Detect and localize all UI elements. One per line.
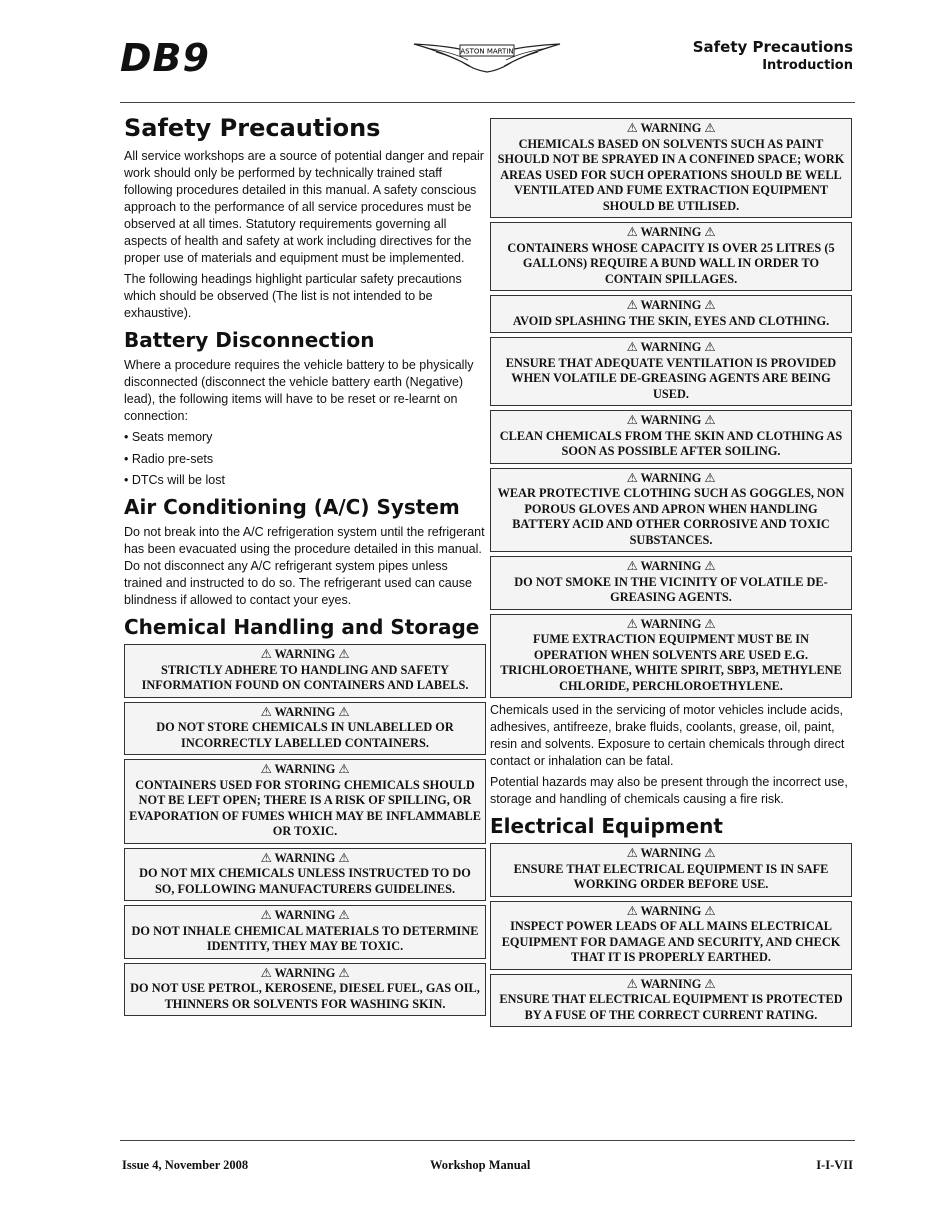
header-section-title: Safety Precautions (692, 38, 853, 56)
warning-icon: ⚠ (704, 121, 716, 135)
ac-paragraph: Do not break into the A/C refrigeration system until the refrigerant has been evacuated using the procedure detailed in this manual. Do not disconnect any A/C refrigerant system pipes unless trained and instructed to do so. The refrigerant used can cause blindness if allowed to contact your eyes. (124, 525, 485, 607)
warning-icon: ⚠ (260, 908, 272, 922)
warning-icon: ⚠ (260, 647, 272, 661)
warning-icon: ⚠ (626, 470, 638, 485)
warning-box: ⚠ WARNING ⚠ AVOID SPLASHING THE SKIN, EYES AND CLOTHING. (490, 295, 852, 333)
warning-text: DO NOT SMOKE IN THE VICINITY OF VOLATILE DE-GREASING AGENTS. (514, 574, 828, 604)
intro-paragraph-2: The following headings highlight particular safety precautions which should be observed (The list is not intended to be exhaustive). (124, 272, 462, 320)
intro-paragraph-1: All service workshops are a source of potential danger and repair work should only be performed by technically trained staff following procedures detailed in this manual. A safety conscious approach to the performance of all service procedures must be observed at all times. Statutory requirements governing all aspects of health and safety at work including directives for the proper use of materials and equipment must be implemented. (124, 149, 484, 265)
warning-box: ⚠ WARNING ⚠ ENSURE THAT ADEQUATE VENTILATION IS PROVIDED WHEN VOLATILE DE-GREASING AGENTS ARE BEING USED. (490, 337, 852, 406)
warning-icon: ⚠ (260, 850, 272, 865)
aston-martin-wings-logo (412, 38, 562, 78)
warning-icon: ⚠ (626, 298, 638, 312)
warning-text: STRICTLY ADHERE TO HANDLING AND SAFETY INFORMATION FOUND ON CONTAINERS AND LABELS. (141, 662, 469, 692)
list-item: • Seats memory (124, 430, 213, 444)
list-item: • Radio pre-sets (124, 451, 214, 466)
warning-text: ENSURE THAT ADEQUATE VENTILATION IS PROVIDED WHEN VOLATILE DE-GREASING AGENTS ARE BEING USED. (505, 355, 837, 401)
footer-rule (120, 1140, 855, 1141)
chemicals-paragraph-1: Chemicals used in the servicing of motor vehicles include acids, adhesives, antifreeze, brake fluids, coolants, grease, oil, paint, resin and solvents. Exposure to certain chemicals through direct contact or inhalation can be fatal. (490, 703, 845, 768)
warning-text: ENSURE THAT ELECTRICAL EQUIPMENT IS PROTECTED BY A FUSE OF THE CORRECT CURRENT RATING. (499, 992, 843, 1022)
brand-badge-text: ASTON MARTIN (460, 47, 514, 56)
battery-paragraph: Where a procedure requires the vehicle battery to be physically disconnected (disconnect the vehicle battery earth (Negative) lead), the following items will have to be reset or re-learnt on connection: (124, 358, 474, 423)
warning-box: ⚠ WARNING ⚠ DO NOT INHALE CHEMICAL MATERIALS TO DETERMINE IDENTITY, THEY MAY BE TOXIC. (124, 905, 486, 959)
warning-icon: ⚠ (704, 559, 716, 573)
warning-box: ⚠ WARNING ⚠ CONTAINERS USED FOR STORING CHEMICALS SHOULD NOT BE LEFT OPEN; THERE IS A RISK OF SPILLING, OR EVAPORATION OF FUMES WHICH MAY BE INFLAMMABLE OR TOXIC. (124, 759, 486, 844)
warning-text: CLEAN CHEMICALS FROM THE SKIN AND CLOTHING AS SOON AS POSSIBLE AFTER SOILING. (499, 428, 843, 458)
chemical-heading: Chemical Handling and Storage (124, 615, 480, 639)
warning-text: DO NOT INHALE CHEMICAL MATERIALS TO DETERMINE IDENTITY, THEY MAY BE TOXIC. (131, 923, 479, 953)
warning-icon: ⚠ (338, 704, 350, 719)
battery-heading: Battery Disconnection (124, 328, 375, 352)
warning-box: ⚠ WARNING ⚠ CLEAN CHEMICALS FROM THE SKIN AND CLOTHING AS SOON AS POSSIBLE AFTER SOILING. (490, 410, 852, 464)
warning-icon: ⚠ (626, 225, 638, 239)
warning-box: ⚠ WARNING ⚠ FUME EXTRACTION EQUIPMENT MUST BE IN OPERATION WHEN SOLVENTS ARE USED E.G. TRICHLOROETHANE, WHITE SPIRIT, SBP3, METHYLENE CHLORIDE, PERCHLOROETHYLENE. (490, 614, 852, 699)
warning-text: DO NOT STORE CHEMICALS IN UNLABELLED OR INCORRECTLY LABELLED CONTAINERS. (156, 720, 454, 750)
warning-box: ⚠ WARNING ⚠ DO NOT USE PETROL, KEROSENE, DIESEL FUEL, GAS OIL, THINNERS OR SOLVENTS FOR WASHING SKIN. (124, 963, 486, 1017)
ac-heading: Air Conditioning (A/C) System (124, 495, 460, 519)
model-logo: DB9 (120, 36, 210, 80)
warning-box: ⚠ WARNING ⚠ ENSURE THAT ELECTRICAL EQUIPMENT IS PROTECTED BY A FUSE OF THE CORRECT CURRENT RATING. (490, 974, 852, 1028)
warning-icon: ⚠ (260, 704, 272, 719)
page-title: Safety Precautions (124, 114, 381, 142)
warning-text: DO NOT MIX CHEMICALS UNLESS INSTRUCTED TO DO SO, FOLLOWING MANUFACTURERS GUIDELINES. (139, 866, 471, 896)
warning-icon: ⚠ (260, 965, 272, 980)
warning-icon: ⚠ (704, 846, 716, 860)
warning-icon: ⚠ (338, 965, 350, 980)
warning-box: ⚠ WARNING ⚠ DO NOT STORE CHEMICALS IN UNLABELLED OR INCORRECTLY LABELLED CONTAINERS. (124, 702, 486, 756)
header-section-subtitle: Introduction (762, 58, 853, 73)
warning-icon: ⚠ (338, 850, 350, 865)
warning-box: ⚠ WARNING ⚠ CHEMICALS BASED ON SOLVENTS SUCH AS PAINT SHOULD NOT BE SPRAYED IN A CONFINED SPACE; WORK AREAS USED FOR SUCH OPERATIONS SHOULD BE WELL VENTILATED AND FUME EXTRACTION EQUIPMENT SHOULD BE UTILISED. (490, 118, 852, 218)
warning-box: ⚠ WARNING ⚠ WEAR PROTECTIVE CLOTHING SUCH AS GOGGLES, NON POROUS GLOVES AND APRON WHEN HANDLING BATTERY ACID AND OTHER CORROSIVE AND TOXIC SUBSTANCES. (490, 468, 852, 553)
warning-box: ⚠ WARNING ⚠ ENSURE THAT ELECTRICAL EQUIPMENT IS IN SAFE WORKING ORDER BEFORE USE. (490, 843, 852, 897)
warning-icon: ⚠ (704, 903, 716, 918)
list-item: • DTCs will be lost (124, 473, 225, 487)
left-column (124, 114, 486, 1020)
warning-icon: ⚠ (626, 846, 638, 860)
warning-icon: ⚠ (626, 976, 638, 991)
footer-manual: Workshop Manual (430, 1158, 531, 1172)
warning-icon: ⚠ (704, 225, 716, 239)
warning-text: FUME EXTRACTION EQUIPMENT MUST BE IN OPERATION WHEN SOLVENTS ARE USED E.G. TRICHLOROETHANE, WHITE SPIRIT, SBP3, METHYLENE CHLORIDE, PERCHLOROETHYLENE. (500, 632, 842, 693)
warning-text: CONTAINERS WHOSE CAPACITY IS OVER 25 LITRES (5 GALLONS) REQUIRE A BUND WALL IN ORDER TO CONTAIN SPILLAGES. (507, 240, 835, 286)
warning-icon: ⚠ (704, 298, 716, 312)
warning-icon: ⚠ (704, 340, 716, 354)
footer-page-number: I-I-VII (816, 1158, 853, 1172)
footer-issue: Issue 4, November 2008 (122, 1158, 249, 1172)
warning-icon: ⚠ (338, 762, 350, 776)
warning-text: ENSURE THAT ELECTRICAL EQUIPMENT IS IN SAFE WORKING ORDER BEFORE USE. (513, 861, 829, 891)
warning-icon: ⚠ (704, 976, 716, 991)
chemicals-paragraph-2: Potential hazards may also be present through the incorrect use, storage and handling of chemicals causing a fire risk. (490, 775, 848, 806)
warning-box: ⚠ WARNING ⚠ DO NOT MIX CHEMICALS UNLESS INSTRUCTED TO DO SO, FOLLOWING MANUFACTURERS GUIDELINES. (124, 848, 486, 902)
warning-icon: ⚠ (626, 559, 638, 573)
warning-box: ⚠ WARNING ⚠ DO NOT SMOKE IN THE VICINITY OF VOLATILE DE-GREASING AGENTS. (490, 556, 852, 610)
warning-icon: ⚠ (704, 470, 716, 485)
warning-icon: ⚠ (704, 616, 716, 631)
warning-icon: ⚠ (338, 647, 350, 661)
warning-text: CONTAINERS USED FOR STORING CHEMICALS SHOULD NOT BE LEFT OPEN; THERE IS A RISK OF SPILLING, OR EVAPORATION OF FUMES WHICH MAY BE INFLAMMABLE OR TOXIC. (129, 777, 481, 838)
warning-text: WEAR PROTECTIVE CLOTHING SUCH AS GOGGLES, NON POROUS GLOVES AND APRON WHEN HANDLING BATTERY ACID AND OTHER CORROSIVE AND TOXIC SUBSTANCES. (497, 486, 845, 547)
warning-icon: ⚠ (626, 903, 638, 918)
warning-box: ⚠ WARNING ⚠ STRICTLY ADHERE TO HANDLING AND SAFETY INFORMATION FOUND ON CONTAINERS AND LABELS. (124, 644, 486, 698)
warning-text: DO NOT USE PETROL, KEROSENE, DIESEL FUEL, GAS OIL, THINNERS OR SOLVENTS FOR WASHING SKIN. (130, 981, 480, 1011)
warning-icon: ⚠ (626, 413, 638, 427)
warning-text: INSPECT POWER LEADS OF ALL MAINS ELECTRICAL EQUIPMENT FOR DAMAGE AND SECURITY, AND CHECK THAT IT IS PROPERLY EARTHED. (501, 919, 841, 964)
warning-text: AVOID SPLASHING THE SKIN, EYES AND CLOTHING. (512, 313, 830, 328)
header-rule (120, 102, 855, 103)
warning-icon: ⚠ (626, 340, 638, 354)
battery-list (124, 429, 486, 489)
warning-icon: ⚠ (260, 762, 272, 776)
warning-box: ⚠ WARNING ⚠ CONTAINERS WHOSE CAPACITY IS OVER 25 LITRES (5 GALLONS) REQUIRE A BUND WALL IN ORDER TO CONTAIN SPILLAGES. (490, 222, 852, 291)
warning-icon: ⚠ (626, 616, 638, 631)
right-column (490, 118, 852, 1031)
warning-text: CHEMICALS BASED ON SOLVENTS SUCH AS PAINT SHOULD NOT BE SPRAYED IN A CONFINED SPACE; WORK AREAS USED FOR SUCH OPERATIONS SHOULD BE WELL VENTILATED AND FUME EXTRACTION EQUIPMENT SHOULD BE UTILISED. (497, 136, 845, 213)
electrical-heading: Electrical Equipment (490, 814, 723, 838)
warning-icon: ⚠ (338, 908, 350, 922)
warning-icon: ⚠ (626, 121, 638, 135)
warning-box: ⚠ WARNING ⚠ INSPECT POWER LEADS OF ALL MAINS ELECTRICAL EQUIPMENT FOR DAMAGE AND SECURITY, AND CHECK THAT IT IS PROPERLY EARTHED. (490, 901, 852, 970)
warning-icon: ⚠ (704, 413, 716, 427)
